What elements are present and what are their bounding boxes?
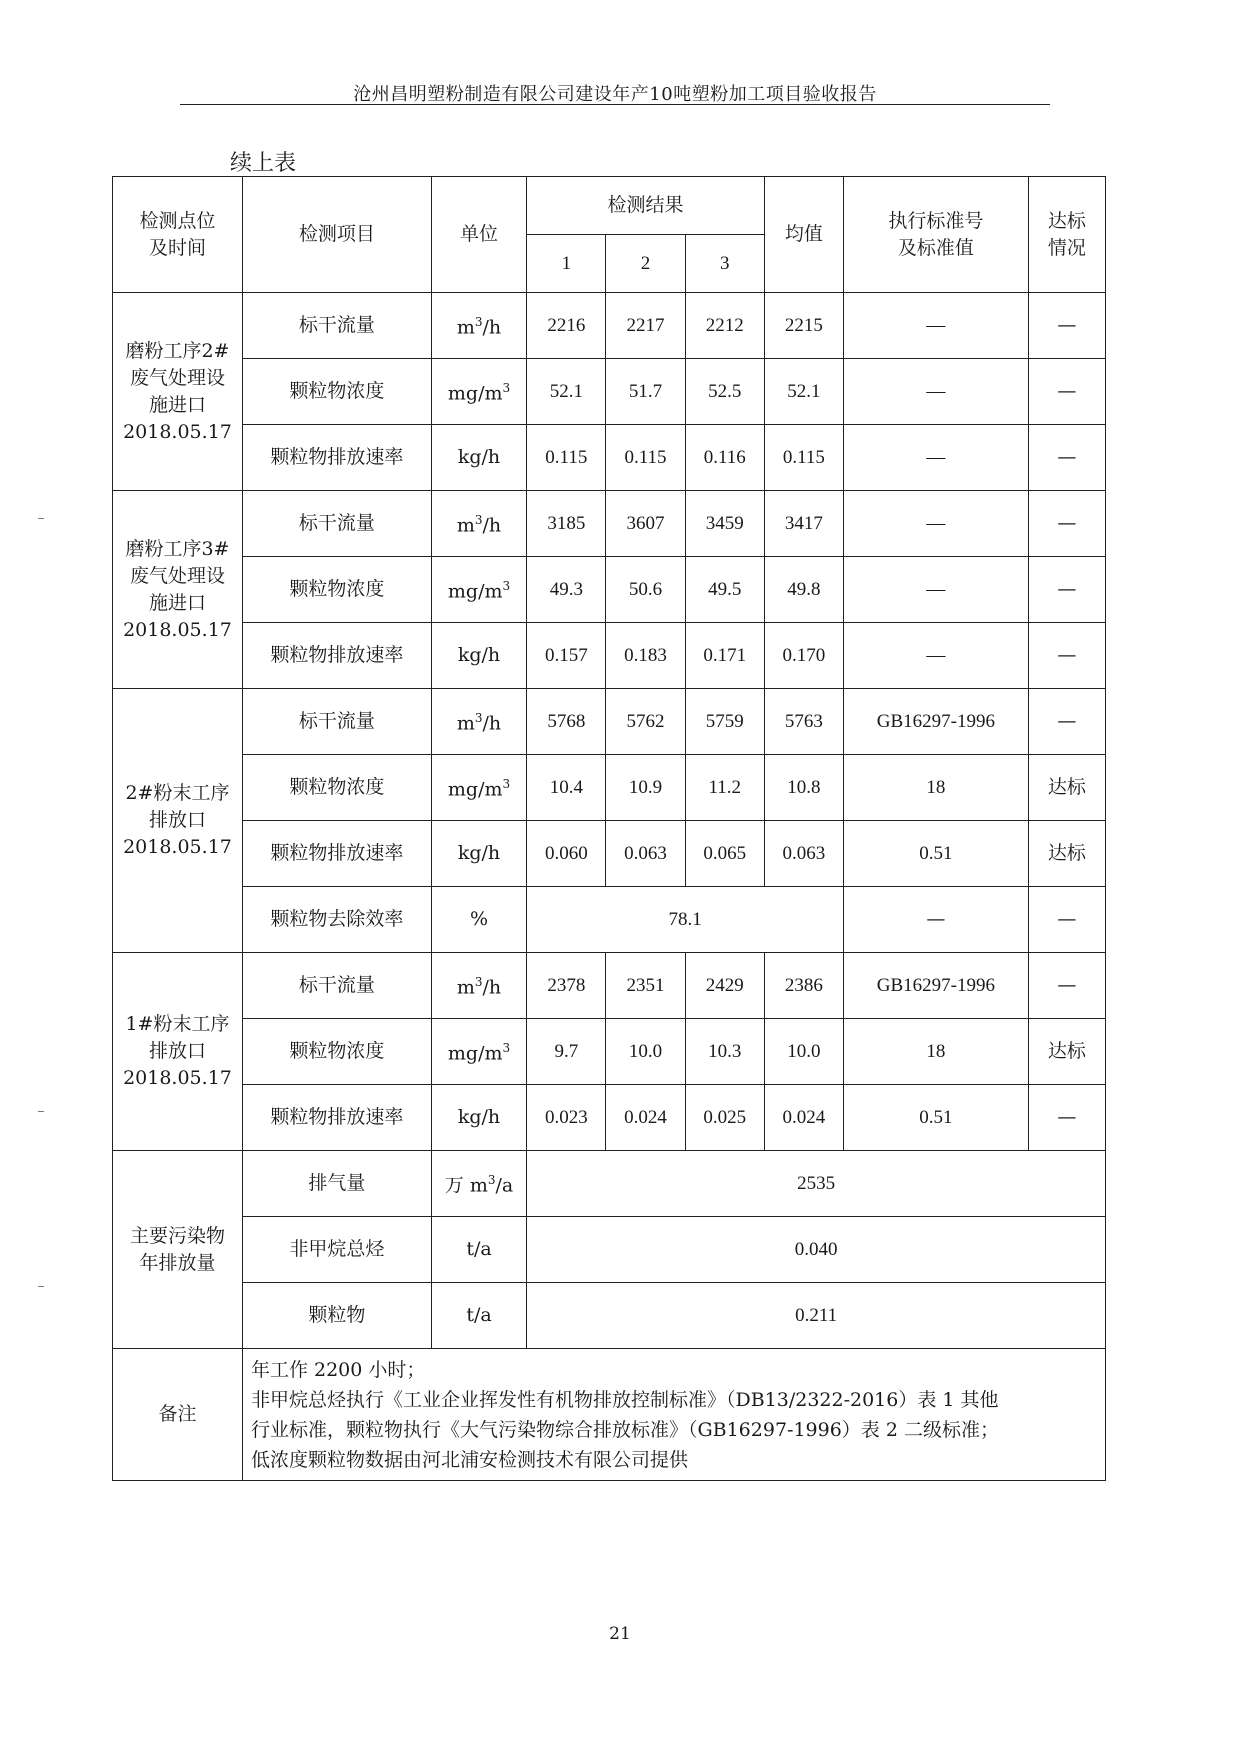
scan-artifact (38, 1111, 44, 1112)
result-1-cell: 2378 (527, 953, 606, 1019)
table-row (113, 1151, 1106, 1217)
item-cell: 颗粒物浓度 (242, 1019, 431, 1085)
item-cell: 颗粒物浓度 (242, 755, 431, 821)
standard-cell: 18 (844, 1019, 1029, 1085)
result-2-cell: 5762 (606, 689, 685, 755)
unit-cell: $m^3/h$ (431, 953, 526, 1019)
efficiency-value-cell: 78.1 (527, 887, 844, 953)
item-cell: 标干流量 (242, 491, 431, 557)
table-row (113, 177, 1106, 235)
standard-cell: GB16297-1996 (844, 953, 1029, 1019)
unit-cell: $m^3/h$ (431, 491, 526, 557)
mean-cell: 2215 (764, 293, 843, 359)
continued-label: 续上表 (230, 151, 297, 176)
unit-cell: $m^3/h$ (431, 689, 526, 755)
scan-artifact (38, 1286, 44, 1287)
monitoring-point-cell: 磨粉工序2# 废气处理设 施进口 2018.05.17 (113, 293, 243, 491)
annual-value-cell: 0.211 (527, 1283, 1106, 1349)
result-3-cell: 5759 (685, 689, 764, 755)
table-row (113, 887, 1106, 953)
result-2-cell: 0.115 (606, 425, 685, 491)
compliance-cell: — (1028, 623, 1105, 689)
result-1-cell: 0.060 (527, 821, 606, 887)
annual-value-cell: 2535 (527, 1151, 1106, 1217)
header-results: 检测结果 (527, 177, 765, 235)
compliance-cell: 达标 (1028, 821, 1105, 887)
mean-cell: 0.170 (764, 623, 843, 689)
page-number: 21 (609, 1624, 631, 1644)
scan-artifact (38, 518, 44, 519)
annual-emission-label: 主要污染物 年排放量 (113, 1151, 243, 1349)
result-3-cell: 10.3 (685, 1019, 764, 1085)
compliance-cell: — (1028, 491, 1105, 557)
item-cell: 颗粒物排放速率 (242, 623, 431, 689)
mean-cell: 10.8 (764, 755, 843, 821)
unit-cell: t/a (431, 1283, 526, 1349)
standard-cell: GB16297-1996 (844, 689, 1029, 755)
unit-cell: % (431, 887, 526, 953)
table-row (113, 1019, 1106, 1085)
result-3-cell: 0.065 (685, 821, 764, 887)
table-row (113, 1217, 1106, 1283)
item-cell: 标干流量 (242, 689, 431, 755)
header-point: 检测点位 及时间 (113, 177, 243, 293)
standard-cell: — (844, 557, 1029, 623)
item-cell: 颗粒物排放速率 (242, 1085, 431, 1151)
result-1-cell: 52.1 (527, 359, 606, 425)
monitoring-point-cell: 2#粉末工序 排放口 2018.05.17 (113, 689, 243, 953)
unit-cell: $mg/m^3$ (431, 359, 526, 425)
result-1-cell: 49.3 (527, 557, 606, 623)
unit-cell: kg/h (431, 425, 526, 491)
compliance-cell: — (1028, 557, 1105, 623)
monitoring-results-table (112, 176, 1106, 1481)
header-divider (180, 104, 1050, 105)
mean-cell: 49.8 (764, 557, 843, 623)
result-2-cell: 0.063 (606, 821, 685, 887)
compliance-cell: — (1028, 293, 1105, 359)
result-1-cell: 0.023 (527, 1085, 606, 1151)
standard-cell: — (844, 293, 1029, 359)
table-row (113, 821, 1106, 887)
table-row (113, 689, 1106, 755)
remarks-label: 备注 (113, 1349, 243, 1481)
compliance-cell: — (1028, 425, 1105, 491)
table-row (113, 293, 1106, 359)
page-header-title: 沧州昌明塑粉制造有限公司建设年产10吨塑粉加工项目验收报告 (353, 84, 877, 105)
result-3-cell: 52.5 (685, 359, 764, 425)
header-unit: 单位 (431, 177, 526, 293)
remark-line: 行业标准，颗粒物执行《大气污染物综合排放标准》（GB16297-1996）表 2 二级标准； (250, 1418, 999, 1441)
monitoring-point-cell: 磨粉工序3# 废气处理设 施进口 2018.05.17 (113, 491, 243, 689)
table-row (113, 491, 1106, 557)
table-row (113, 755, 1106, 821)
result-1-cell: 0.115 (527, 425, 606, 491)
unit-cell: kg/h (431, 821, 526, 887)
table-row (113, 1283, 1106, 1349)
item-cell: 颗粒物排放速率 (242, 821, 431, 887)
result-1-cell: 0.157 (527, 623, 606, 689)
unit-cell: $mg/m^3$ (431, 755, 526, 821)
unit-cell: 万 $m^3/a$ (431, 1151, 526, 1217)
standard-cell: 0.51 (844, 821, 1029, 887)
remarks-content (242, 1349, 1105, 1481)
result-2-cell: 50.6 (606, 557, 685, 623)
header-mean: 均值 (764, 177, 843, 293)
table-row (113, 1349, 1106, 1481)
item-cell: 非甲烷总烃 (242, 1217, 431, 1283)
result-1-cell: 3185 (527, 491, 606, 557)
header-compliance: 达标 情况 (1028, 177, 1105, 293)
result-3-cell: 2429 (685, 953, 764, 1019)
item-cell: 颗粒物去除效率 (242, 887, 431, 953)
table-row (113, 425, 1106, 491)
table-row (113, 953, 1106, 1019)
result-1-cell: 10.4 (527, 755, 606, 821)
result-1-cell: 2216 (527, 293, 606, 359)
monitoring-point-cell: 1#粉末工序 排放口 2018.05.17 (113, 953, 243, 1151)
header-result-1: 1 (527, 235, 606, 293)
item-cell: 标干流量 (242, 953, 431, 1019)
compliance-cell: — (1028, 887, 1105, 953)
result-3-cell: 0.116 (685, 425, 764, 491)
result-2-cell: 0.183 (606, 623, 685, 689)
result-2-cell: 51.7 (606, 359, 685, 425)
result-1-cell: 9.7 (527, 1019, 606, 1085)
header-result-3: 3 (685, 235, 764, 293)
mean-cell: 5763 (764, 689, 843, 755)
result-2-cell: 10.9 (606, 755, 685, 821)
unit-cell: kg/h (431, 1085, 526, 1151)
mean-cell: 0.024 (764, 1085, 843, 1151)
result-2-cell: 2351 (606, 953, 685, 1019)
compliance-cell: — (1028, 1085, 1105, 1151)
remark-line: 低浓度颗粒物数据由河北浦安检测技术有限公司提供 (250, 1448, 688, 1471)
result-2-cell: 2217 (606, 293, 685, 359)
mean-cell: 0.115 (764, 425, 843, 491)
result-3-cell: 0.025 (685, 1085, 764, 1151)
standard-cell: — (844, 623, 1029, 689)
mean-cell: 52.1 (764, 359, 843, 425)
item-cell: 颗粒物浓度 (242, 557, 431, 623)
result-3-cell: 3459 (685, 491, 764, 557)
annual-value-cell: 0.040 (527, 1217, 1106, 1283)
remark-line: 非甲烷总烃执行《工业企业挥发性有机物排放控制标准》（DB13/2322-2016）表 1 其他 (250, 1388, 999, 1411)
table-row (113, 1085, 1106, 1151)
table-row (113, 623, 1106, 689)
remark-line: 年工作 2200 小时； (250, 1358, 426, 1381)
mean-cell: 10.0 (764, 1019, 843, 1085)
compliance-cell: 达标 (1028, 1019, 1105, 1085)
mean-cell: 2386 (764, 953, 843, 1019)
unit-cell: t/a (431, 1217, 526, 1283)
unit-cell: $mg/m^3$ (431, 1019, 526, 1085)
compliance-cell: — (1028, 689, 1105, 755)
result-1-cell: 5768 (527, 689, 606, 755)
unit-cell: kg/h (431, 623, 526, 689)
table-row (113, 557, 1106, 623)
unit-cell: $m^3/h$ (431, 293, 526, 359)
result-2-cell: 10.0 (606, 1019, 685, 1085)
compliance-cell: 达标 (1028, 755, 1105, 821)
standard-cell: 18 (844, 755, 1029, 821)
item-cell: 排气量 (242, 1151, 431, 1217)
header-standard: 执行标准号 及标准值 (844, 177, 1029, 293)
header-result-2: 2 (606, 235, 685, 293)
standard-cell: — (844, 425, 1029, 491)
result-3-cell: 11.2 (685, 755, 764, 821)
result-3-cell: 49.5 (685, 557, 764, 623)
standard-cell: — (844, 359, 1029, 425)
standard-cell: — (844, 887, 1029, 953)
result-2-cell: 0.024 (606, 1085, 685, 1151)
mean-cell: 3417 (764, 491, 843, 557)
table-row (113, 359, 1106, 425)
result-3-cell: 0.171 (685, 623, 764, 689)
compliance-cell: — (1028, 359, 1105, 425)
item-cell: 颗粒物浓度 (242, 359, 431, 425)
standard-cell: — (844, 491, 1029, 557)
compliance-cell: — (1028, 953, 1105, 1019)
item-cell: 颗粒物排放速率 (242, 425, 431, 491)
item-cell: 颗粒物 (242, 1283, 431, 1349)
standard-cell: 0.51 (844, 1085, 1029, 1151)
unit-cell: $mg/m^3$ (431, 557, 526, 623)
mean-cell: 0.063 (764, 821, 843, 887)
item-cell: 标干流量 (242, 293, 431, 359)
result-2-cell: 3607 (606, 491, 685, 557)
header-item: 检测项目 (242, 177, 431, 293)
result-3-cell: 2212 (685, 293, 764, 359)
